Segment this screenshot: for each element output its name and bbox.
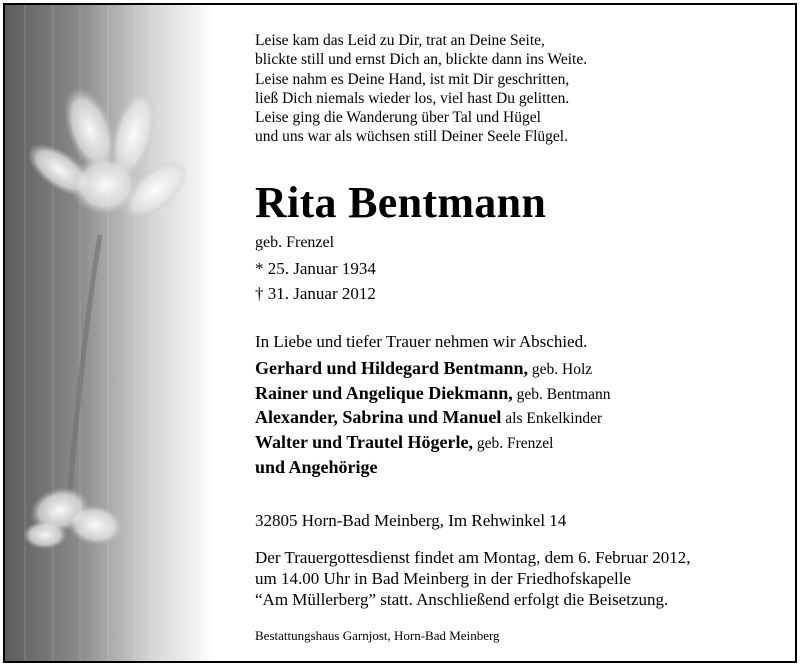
- poem-line: und uns war als wüchsen still Deiner Seele Flügel.: [255, 128, 568, 146]
- death-date: † 31. Januar 2012: [255, 284, 376, 303]
- mourner-entry: [255, 431, 610, 456]
- service-line: “Am Müllerberg” statt. Anschließend erfolgt die Beisetzung.: [255, 590, 669, 609]
- service-line: um 14.00 Uhr in Bad Meinberg in der Friedhofskapelle: [255, 569, 631, 588]
- poem: [255, 31, 587, 147]
- mourner-names: Walter und Trautel Högerle,: [255, 432, 473, 453]
- mourner-suffix: als Enkelkinder: [501, 410, 603, 428]
- mourners-list: [255, 357, 610, 481]
- deceased-name: Rita Bentmann: [255, 178, 547, 227]
- mourner-suffix: geb. Holz: [528, 361, 593, 378]
- mourner-entry: [255, 382, 610, 407]
- poem-line: Leise kam das Leid zu Dir, trat an Deine Seite,: [255, 32, 545, 49]
- maiden-name: geb. Frenzel: [255, 234, 335, 251]
- mourner-entry: [255, 406, 610, 431]
- obituary-notice: [3, 3, 797, 663]
- service-line: Der Trauergottesdienst findet am Montag, dem 6. Februar 2012,: [255, 548, 691, 567]
- mourner-suffix: geb. Bentmann: [512, 385, 611, 403]
- mourner-names: und Angehörige: [255, 456, 378, 477]
- service-info: [255, 547, 747, 610]
- mourner-names: Gerhard und Hildegard Bentmann,: [255, 358, 529, 378]
- funeral-home: Bestattungshaus Garnjost, Horn-Bad Meinberg: [255, 628, 500, 643]
- poem-line: ließ Dich niemals wieder los, viel hast Du gelitten.: [255, 89, 570, 107]
- poem-line: Leise ging die Wanderung über Tal und Hügel: [255, 109, 541, 127]
- mourner-entry: [255, 357, 610, 382]
- birth-date: * 25. Januar 1934: [255, 259, 376, 278]
- address: 32805 Horn-Bad Meinberg, Im Rehwinkel 14: [255, 511, 567, 530]
- farewell-line: In Liebe und tiefer Trauer nehmen wir Abschied.: [255, 332, 588, 351]
- mourner-names: Alexander, Sabrina und Manuel: [255, 407, 502, 428]
- poem-line: blickte still und ernst Dich an, blickte dann ins Weite.: [255, 51, 588, 69]
- mourner-suffix: geb. Frenzel: [473, 435, 554, 453]
- poem-line: Leise nahm es Deine Hand, ist mit Dir geschritten,: [255, 70, 570, 88]
- flower-image: [5, 5, 215, 661]
- mourner-entry: [255, 456, 610, 481]
- mourner-names: Rainer und Angelique Diekmann,: [255, 382, 513, 403]
